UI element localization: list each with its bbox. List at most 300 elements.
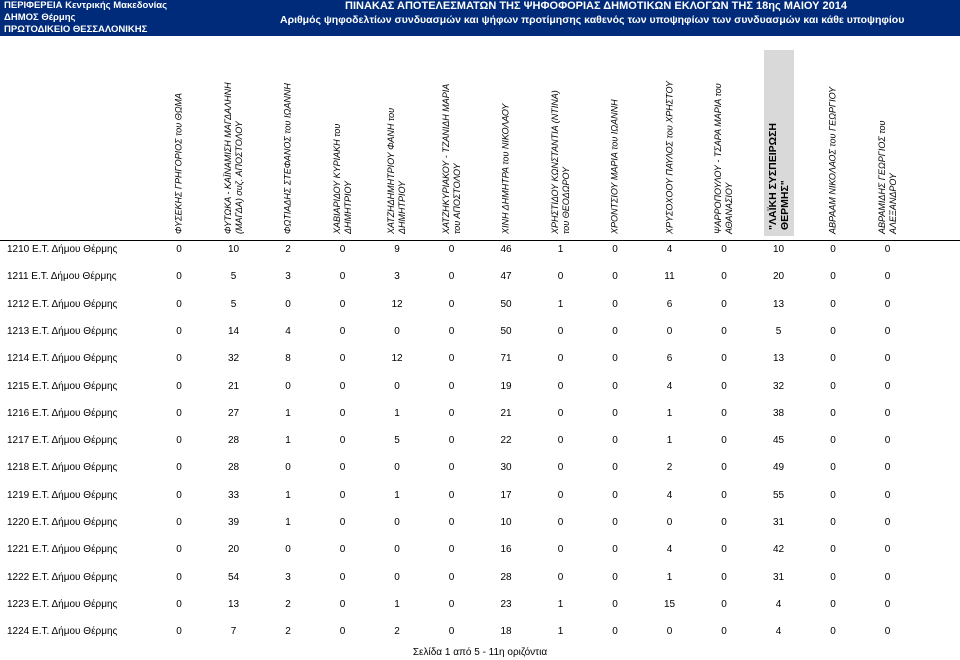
- column-header-text: [174, 93, 185, 234]
- vote-count-cell: 0: [339, 462, 346, 474]
- vote-count-cell: 42: [772, 544, 785, 556]
- vote-count-cell: 12: [391, 298, 403, 310]
- column-header-6: [437, 46, 467, 240]
- column-header-7: [491, 46, 521, 240]
- vote-count-cell: 2: [666, 462, 673, 474]
- vote-count-cell: 0: [612, 598, 618, 610]
- column-header-line: ΑΛΕΞΑΝΔΡΟΥ: [887, 173, 898, 234]
- vote-count-cell: 0: [884, 626, 891, 638]
- vote-count-cell: 0: [176, 271, 182, 283]
- table-row: [0, 542, 960, 558]
- vote-count-cell: 5: [775, 325, 782, 337]
- column-header-text: [332, 124, 354, 234]
- vote-count-cell: 0: [612, 407, 618, 419]
- vote-count-cell: 0: [176, 626, 182, 638]
- vote-count-cell: 0: [884, 271, 891, 283]
- vote-count-cell: 13: [772, 298, 785, 310]
- vote-count-cell: 0: [339, 298, 346, 310]
- column-header-line: ΧΡΥΣΟΧΟΟΥ ΠΑΥΛΟΣ του ΧΡΗΣΤΟΥ: [664, 80, 674, 234]
- vote-count-cell: 0: [612, 517, 618, 528]
- table-row: [0, 570, 960, 586]
- table-row: [0, 597, 960, 613]
- vote-count-cell: 4: [666, 544, 673, 556]
- report-header-band: [0, 0, 960, 36]
- vote-count-cell: 4: [285, 325, 291, 337]
- table-row: [0, 297, 960, 313]
- column-header-text: [610, 99, 621, 234]
- vote-count-cell: 2: [285, 598, 291, 610]
- vote-count-cell: 0: [557, 571, 564, 583]
- polling-station-label: 1222 Ε.Τ. Δήμου Θέρμης: [7, 571, 118, 583]
- vote-count-cell: 0: [448, 407, 455, 419]
- vote-count-cell: 0: [612, 244, 618, 255]
- vote-count-cell: 0: [448, 571, 455, 583]
- vote-count-cell: 55: [772, 489, 785, 501]
- vote-count-cell: 38: [772, 407, 785, 419]
- vote-count-cell: 0: [884, 407, 891, 419]
- vote-count-cell: 0: [830, 380, 836, 392]
- vote-count-cell: 0: [176, 380, 182, 392]
- vote-count-cell: 0: [557, 544, 564, 556]
- page-footer: Σελίδα 1 από 5 - 11η οριζόντια: [412, 647, 548, 658]
- vote-count-cell: 0: [612, 544, 618, 556]
- vote-count-cell: 0: [557, 435, 564, 447]
- vote-count-cell: 10: [227, 244, 240, 255]
- vote-count-cell: 30: [500, 462, 512, 474]
- vote-count-cell: 6: [666, 353, 673, 365]
- vote-count-cell: 0: [830, 462, 836, 474]
- vote-count-cell: 0: [612, 380, 618, 392]
- table-row: [0, 488, 960, 504]
- vote-count-cell: 21: [227, 380, 240, 392]
- column-header-14: [873, 46, 903, 240]
- vote-count-cell: 0: [884, 298, 891, 310]
- vote-count-cell: 0: [176, 462, 182, 474]
- vote-count-cell: 28: [500, 571, 512, 583]
- vote-count-cell: 0: [612, 298, 618, 310]
- vote-count-cell: 0: [448, 598, 455, 610]
- column-header-5: [382, 46, 412, 240]
- court-name: ΠΡΩΤΟΔΙΚΕΙΟ ΘΕΣΣΑΛΟΝΙΚΗΣ: [4, 24, 148, 35]
- vote-count-cell: 10: [772, 244, 785, 255]
- report-title-block: [280, 0, 960, 26]
- vote-count-cell: 31: [772, 517, 785, 528]
- vote-count-cell: 0: [339, 244, 346, 255]
- column-header-line: ΘΕΡΜΗΣ": [778, 180, 791, 230]
- column-header-line: ΨΑΡΡΟΠΟΥΛΟΥ - ΤΣΑΡΑ ΜΑΡΙΑ του: [713, 83, 723, 234]
- vote-count-cell: 0: [557, 489, 564, 501]
- vote-count-cell: 0: [884, 244, 891, 255]
- column-header-text: [501, 104, 512, 234]
- vote-count-cell: 0: [830, 271, 836, 283]
- vote-count-cell: 0: [721, 517, 727, 528]
- vote-count-cell: 45: [772, 435, 785, 447]
- polling-station-label: 1220 Ε.Τ. Δήμου Θέρμης: [7, 517, 118, 528]
- vote-count-cell: 0: [448, 325, 455, 337]
- vote-count-cell: 0: [448, 626, 455, 638]
- vote-count-cell: 1: [285, 517, 291, 528]
- vote-count-cell: 19: [500, 380, 512, 392]
- column-header-line: ΧΑΤΖΗΔΗΜΗΤΡΙΟΥ ΦΑΝΗ του: [386, 107, 396, 234]
- vote-count-cell: 0: [612, 353, 618, 365]
- vote-count-cell: 33: [227, 489, 240, 501]
- vote-count-cell: 0: [176, 435, 182, 447]
- vote-count-cell: 50: [500, 298, 512, 310]
- table-row: [0, 379, 960, 395]
- vote-count-cell: 2: [285, 244, 291, 255]
- vote-count-cell: 0: [612, 626, 618, 638]
- column-header-line: (ΜΑΓΔΑ) συζ. ΑΠΟΣΤΟΛΟΥ: [233, 121, 244, 234]
- column-header-text: [441, 84, 463, 234]
- vote-count-cell: 0: [285, 298, 291, 310]
- vote-count-cell: 28: [227, 462, 240, 474]
- vote-count-cell: 0: [721, 407, 727, 419]
- column-header-11: [709, 46, 739, 240]
- vote-count-cell: 0: [612, 435, 618, 447]
- vote-count-cell: 28: [227, 435, 240, 447]
- vote-count-cell: 0: [666, 325, 673, 337]
- vote-count-cell: 8: [285, 353, 291, 365]
- vote-count-cell: 16: [500, 544, 512, 556]
- vote-count-cell: 0: [448, 298, 455, 310]
- table-row: [0, 406, 960, 422]
- vote-count-cell: 0: [830, 517, 836, 528]
- vote-count-cell: 0: [666, 626, 673, 638]
- column-header-text: [550, 90, 572, 234]
- vote-count-cell: 0: [339, 353, 346, 365]
- vote-count-cell: 3: [285, 571, 291, 583]
- vote-count-cell: 0: [176, 407, 182, 419]
- table-row: [0, 324, 960, 340]
- table-row: [0, 242, 960, 258]
- vote-count-cell: 0: [394, 571, 400, 583]
- vote-count-cell: 0: [612, 571, 618, 583]
- vote-count-cell: 0: [394, 380, 400, 392]
- vote-count-cell: 13: [227, 598, 240, 610]
- column-header-13: [818, 46, 848, 240]
- vote-count-cell: 0: [339, 598, 346, 610]
- column-header-line: ΑΒΡΑΜΙΔΗΣ ΓΕΩΡΓΙΟΣ του: [876, 120, 887, 234]
- vote-count-cell: 0: [721, 489, 727, 501]
- vote-count-cell: 0: [884, 517, 891, 528]
- vote-count-cell: 0: [884, 489, 891, 501]
- vote-count-cell: 0: [830, 435, 836, 447]
- vote-count-cell: 0: [448, 353, 455, 365]
- vote-count-cell: 1: [285, 435, 291, 447]
- column-header-line: ΧΙΝΗ ΔΗΜΗΤΡΑ του ΝΙΚΟΛΑΟΥ: [500, 103, 511, 234]
- table-row: [0, 433, 960, 449]
- vote-count-cell: 0: [176, 598, 182, 610]
- column-header-2: [219, 46, 249, 240]
- vote-count-cell: 0: [176, 353, 182, 365]
- vote-count-cell: 1: [394, 489, 400, 501]
- column-header-9: [600, 46, 630, 240]
- polling-station-label: 1221 Ε.Τ. Δήμου Θέρμης: [7, 544, 118, 556]
- vote-count-cell: 14: [227, 325, 240, 337]
- vote-count-cell: 0: [884, 380, 891, 392]
- vote-count-cell: 0: [448, 244, 455, 255]
- vote-count-cell: 0: [448, 462, 455, 474]
- column-header-line: ΔΗΜΗΤΡΙΟΥ: [342, 180, 353, 234]
- column-header-line: ΧΡΟΝΤΣΙΟΥ ΜΑΡΙΑ του ΙΩΑΝΝΗ: [609, 99, 620, 234]
- vote-count-cell: 0: [884, 353, 891, 365]
- polling-station-label: 1214 Ε.Τ. Δήμου Θέρμης: [7, 353, 118, 365]
- vote-count-cell: 23: [500, 598, 512, 610]
- vote-count-cell: 22: [500, 435, 512, 447]
- vote-count-cell: 15: [663, 598, 676, 610]
- vote-count-cell: 0: [176, 298, 182, 310]
- polling-station-label: 1215 Ε.Τ. Δήμου Θέρμης: [7, 380, 118, 392]
- column-header-1: [164, 46, 194, 240]
- column-header-line: ΑΒΡΑΑΜ ΝΙΚΟΛΑΟΣ του ΓΕΩΡΓΙΟΥ: [827, 86, 838, 234]
- vote-count-cell: 0: [884, 435, 891, 447]
- table-row: [0, 515, 960, 531]
- polling-station-label: 1223 Ε.Τ. Δήμου Θέρμης: [7, 598, 118, 610]
- vote-count-cell: 3: [394, 271, 400, 283]
- vote-count-cell: 1: [557, 598, 564, 610]
- header-divider: [0, 240, 960, 241]
- vote-count-cell: 0: [721, 598, 727, 610]
- table-row: [0, 624, 960, 640]
- vote-count-cell: 0: [830, 626, 836, 638]
- vote-count-cell: 4: [775, 598, 782, 610]
- municipality-name: ΔΗΜΟΣ Θέρμης: [4, 12, 76, 23]
- vote-count-cell: 0: [830, 598, 836, 610]
- vote-count-cell: 0: [339, 544, 346, 556]
- vote-count-cell: 9: [394, 244, 400, 255]
- vote-count-cell: 4: [666, 380, 673, 392]
- vote-count-cell: 0: [557, 380, 564, 392]
- vote-count-cell: 11: [664, 271, 675, 283]
- vote-count-cell: 0: [448, 544, 455, 556]
- vote-count-cell: 0: [612, 489, 618, 501]
- table-row: [0, 269, 960, 285]
- table-row: [0, 351, 960, 367]
- polling-station-label: 1210 Ε.Τ. Δήμου Θέρμης: [7, 244, 118, 255]
- vote-count-cell: 0: [176, 544, 182, 556]
- vote-count-cell: 1: [557, 298, 564, 310]
- vote-count-cell: 18: [500, 626, 512, 638]
- column-header-text: [386, 108, 408, 234]
- vote-count-cell: 0: [721, 244, 727, 255]
- polling-station-label: 1224 Ε.Τ. Δήμου Θέρμης: [7, 626, 118, 638]
- column-header-text: [664, 81, 675, 234]
- polling-station-label: 1218 Ε.Τ. Δήμου Θέρμης: [7, 462, 118, 474]
- vote-count-cell: 0: [394, 325, 400, 337]
- vote-count-cell: 3: [285, 271, 291, 283]
- vote-count-cell: 0: [721, 435, 727, 447]
- vote-count-cell: 0: [339, 407, 346, 419]
- vote-count-cell: 71: [500, 353, 512, 365]
- vote-count-cell: 0: [339, 435, 346, 447]
- vote-count-cell: 1: [557, 626, 564, 638]
- vote-count-cell: 0: [394, 462, 400, 474]
- vote-count-cell: 0: [285, 544, 291, 556]
- vote-count-cell: 0: [721, 571, 727, 583]
- vote-count-cell: 4: [666, 244, 673, 255]
- column-header-8: [546, 46, 576, 240]
- vote-count-cell: 50: [500, 325, 512, 337]
- vote-count-cell: 7: [230, 626, 237, 638]
- vote-count-cell: 0: [339, 380, 346, 392]
- column-header-line: ΦΩΤΙΑΔΗΣ ΣΤΕΦΑΝΟΣ του ΙΩΑΝΝΗ: [282, 83, 293, 234]
- column-header-text: [877, 121, 899, 234]
- vote-count-cell: 0: [339, 325, 346, 337]
- column-header-line: ΦΥΤΩΚΑ - ΚΑΪΝΑΜΙΣΗ ΜΑΓΔΑΛΗΝΗ: [222, 82, 233, 234]
- vote-count-cell: 0: [176, 489, 182, 501]
- vote-count-cell: 1: [394, 407, 400, 419]
- vote-count-cell: 5: [394, 435, 400, 447]
- vote-count-cell: 0: [285, 380, 291, 392]
- vote-count-cell: 0: [557, 517, 564, 528]
- polling-station-label: 1213 Ε.Τ. Δήμου Θέρμης: [7, 325, 118, 337]
- vote-count-cell: 1: [285, 407, 291, 419]
- column-header-text: [828, 87, 839, 234]
- vote-count-cell: 0: [612, 462, 618, 474]
- vote-count-cell: 17: [500, 489, 512, 501]
- vote-count-cell: 0: [448, 435, 455, 447]
- vote-count-cell: 4: [666, 489, 673, 501]
- vote-count-cell: 0: [339, 517, 346, 528]
- vote-count-cell: 1: [394, 598, 400, 610]
- vote-count-cell: 0: [721, 298, 727, 310]
- vote-count-cell: 0: [176, 244, 182, 255]
- vote-count-cell: 20: [772, 271, 785, 283]
- vote-count-cell: 0: [884, 598, 891, 610]
- polling-station-label: 1217 Ε.Τ. Δήμου Θέρμης: [7, 435, 118, 447]
- vote-count-cell: 0: [830, 544, 836, 556]
- vote-count-cell: 0: [176, 325, 182, 337]
- table-row: [0, 460, 960, 476]
- column-header-4: [328, 46, 358, 240]
- vote-count-cell: 27: [227, 407, 240, 419]
- column-header-line: "ΛΑΪΚΗ ΣΥΣΠΕΙΡΩΣΗ: [766, 123, 779, 230]
- vote-count-cell: 20: [227, 544, 240, 556]
- vote-count-cell: 0: [557, 271, 564, 283]
- vote-count-cell: 0: [339, 271, 346, 283]
- vote-count-cell: 12: [391, 353, 403, 365]
- polling-station-label: 1216 Ε.Τ. Δήμου Θέρμης: [7, 407, 118, 419]
- vote-count-cell: 0: [448, 380, 455, 392]
- polling-station-label: 1219 Ε.Τ. Δήμου Θέρμης: [7, 489, 118, 501]
- vote-count-cell: 0: [830, 571, 836, 583]
- vote-count-cell: 6: [666, 298, 673, 310]
- column-header-3: [273, 46, 303, 240]
- vote-count-cell: 1: [285, 489, 291, 501]
- vote-count-cell: 10: [500, 517, 512, 528]
- vote-count-cell: 31: [772, 571, 785, 583]
- vote-count-cell: 0: [394, 517, 400, 528]
- column-header-text: [767, 123, 791, 230]
- column-header-line: ΦΥΣΕΚΗΣ ΓΡΗΓΟΡΙΟΣ του ΘΩΜΑ: [173, 92, 184, 234]
- vote-count-cell: 0: [721, 544, 727, 556]
- column-header-line: ΔΗΜΗΤΡΙΟΥ: [397, 180, 407, 234]
- vote-count-cell: 1: [666, 407, 673, 419]
- vote-count-cell: 1: [666, 571, 673, 583]
- vote-count-cell: 0: [830, 353, 836, 365]
- vote-count-cell: 1: [666, 435, 673, 447]
- polling-station-label: 1211 Ε.Τ. Δήμου Θέρμης: [7, 271, 117, 283]
- vote-count-cell: 0: [557, 353, 564, 365]
- vote-count-cell: 0: [721, 626, 727, 638]
- vote-count-cell: 21: [500, 407, 512, 419]
- column-header-line: ΧΑΒΙΑΡΙΔΟΥ ΚΥΡΙΑΚΗ του: [331, 123, 342, 234]
- vote-count-cell: 0: [339, 626, 346, 638]
- report-subtitle: Αριθμός ψηφοδελτίων συνδυασμών και ψήφων προτίμησης καθενός των υποψηφίων των συνδυασμών και κάθε υποψηφίου: [280, 14, 905, 26]
- column-header-text: [713, 83, 735, 234]
- vote-count-cell: 39: [227, 517, 240, 528]
- vote-count-cell: 0: [830, 489, 836, 501]
- vote-count-cell: 0: [721, 462, 727, 474]
- vote-count-cell: 0: [884, 462, 891, 474]
- vote-count-cell: 0: [884, 544, 891, 556]
- vote-count-cell: 4: [775, 626, 782, 638]
- vote-count-cell: 0: [830, 298, 836, 310]
- report-title: ΠΙΝΑΚΑΣ ΑΠΟΤΕΛΕΣΜΑΤΩΝ ΤΗΣ ΨΗΦΟΦΟΡΙΑΣ ΔΗΜΟΤΙΚΩΝ ΕΚΛΟΓΩΝ ΤΗΣ 18ης ΜΑΙΟΥ 2014: [345, 0, 847, 12]
- vote-count-cell: 32: [772, 380, 785, 392]
- polling-station-label: 1212 Ε.Τ. Δήμου Θέρμης: [7, 298, 118, 310]
- vote-count-cell: 2: [394, 626, 400, 638]
- vote-count-cell: 0: [721, 271, 727, 283]
- vote-count-cell: 0: [176, 571, 182, 583]
- vote-count-cell: 5: [230, 271, 237, 283]
- vote-count-cell: 0: [448, 489, 455, 501]
- column-header-line: ΧΡΗΣΤΙΔΟΥ ΚΩΝΣΤΑΝΤΙΑ (ΝΤΙΝΑ): [549, 90, 560, 234]
- vote-count-cell: 0: [448, 517, 455, 528]
- vote-count-cell: 0: [830, 244, 836, 255]
- vote-count-cell: 0: [830, 407, 836, 419]
- vote-count-cell: 46: [500, 244, 512, 255]
- vote-count-cell: 0: [394, 544, 400, 556]
- vote-count-cell: 0: [884, 571, 891, 583]
- vote-count-cell: 0: [884, 325, 891, 337]
- column-header-10: [655, 46, 685, 240]
- vote-count-cell: 0: [666, 517, 673, 528]
- vote-count-cell: 0: [557, 462, 564, 474]
- column-header-line: ΧΑΤΖΗΚΥΡΙΑΚΟΥ - ΤΖΑΝΙΔΗ ΜΑΡΙΑ: [440, 83, 451, 234]
- vote-count-cell: 5: [230, 298, 237, 310]
- column-header-text: [223, 82, 245, 234]
- vote-count-cell: 13: [772, 353, 785, 365]
- vote-count-cell: 0: [448, 271, 455, 283]
- vote-count-cell: 0: [557, 407, 564, 419]
- vote-count-cell: 0: [176, 517, 182, 528]
- vote-count-cell: 49: [772, 462, 785, 474]
- column-header-line: του ΑΠΟΣΤΟΛΟΥ: [451, 163, 462, 234]
- vote-count-cell: 0: [721, 380, 727, 392]
- vote-count-cell: 0: [721, 325, 727, 337]
- vote-count-cell: 0: [612, 271, 618, 283]
- vote-count-cell: 0: [339, 571, 346, 583]
- column-header-line: ΑΘΑΝΑΣΙΟΥ: [724, 182, 734, 234]
- vote-count-cell: 0: [557, 325, 564, 337]
- vote-count-cell: 32: [227, 353, 240, 365]
- vote-count-cell: 0: [339, 489, 346, 501]
- vote-count-cell: 1: [557, 244, 564, 255]
- column-header-text: [283, 83, 294, 234]
- vote-count-cell: 0: [721, 353, 727, 365]
- vote-count-cell: 47: [500, 271, 512, 283]
- vote-count-cell: 54: [227, 571, 240, 583]
- region-name: ΠΕΡΙΦΕΡΕΙΑ Κεντρικής Μακεδονίας: [4, 0, 168, 11]
- vote-count-cell: 0: [285, 462, 291, 474]
- vote-count-cell: 2: [285, 626, 291, 638]
- column-header-line: του ΘΕΟΔΩΡΟΥ: [560, 167, 571, 234]
- column-header-12: [764, 50, 794, 236]
- vote-count-cell: 0: [830, 325, 836, 337]
- issuer-block: [4, 0, 167, 36]
- vote-count-cell: 0: [612, 325, 618, 337]
